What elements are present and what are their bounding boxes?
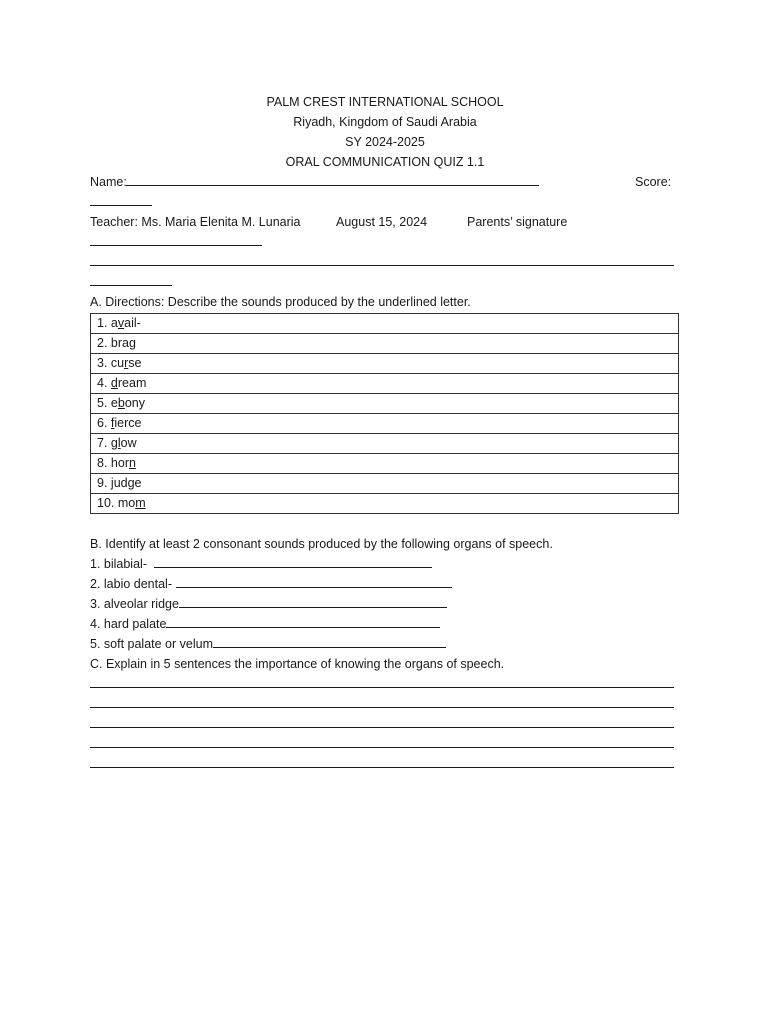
teacher-name: Teacher: Ms. Maria Elenita M. Lunaria bbox=[90, 215, 301, 229]
section-a-item-cell[interactable] bbox=[91, 334, 679, 354]
divider-line bbox=[90, 252, 680, 272]
answer-blank[interactable] bbox=[166, 614, 440, 628]
section-a-item bbox=[91, 454, 679, 474]
section-a-item bbox=[91, 354, 679, 374]
section-a-item-cell[interactable] bbox=[91, 454, 679, 474]
organ-label: 4. hard palate bbox=[90, 617, 167, 631]
item-number: 7. bbox=[97, 436, 108, 450]
section-a-item bbox=[91, 394, 679, 414]
quiz-title: ORAL COMMUNICATION QUIZ 1.1 bbox=[285, 155, 485, 169]
quiz-date: August 15, 2024 bbox=[336, 215, 428, 229]
teacher-row bbox=[90, 212, 680, 232]
section-a-item-cell[interactable] bbox=[91, 474, 679, 494]
item-number: 9. bbox=[97, 476, 108, 490]
name-blank[interactable] bbox=[126, 172, 539, 186]
section-a-item bbox=[91, 374, 679, 394]
word-suffix: ream bbox=[117, 376, 147, 390]
organ-label: 1. bilabial- bbox=[90, 557, 147, 571]
item-number: 1. bbox=[97, 316, 108, 330]
word-suffix: se bbox=[128, 356, 142, 370]
section-a-item-cell[interactable] bbox=[91, 414, 679, 434]
word-prefix: bra bbox=[110, 336, 129, 350]
word-prefix: g bbox=[110, 436, 118, 450]
section-b-item bbox=[90, 634, 680, 654]
section-b-item bbox=[90, 574, 680, 594]
parents-signature-label: Parents’ signature bbox=[467, 215, 568, 229]
item-number: 4. bbox=[97, 376, 108, 390]
divider-line-continued bbox=[90, 272, 680, 292]
word-prefix: a bbox=[110, 316, 118, 330]
section-a-item-cell[interactable] bbox=[91, 374, 679, 394]
item-number: 2. bbox=[97, 336, 108, 350]
section-a-item-cell[interactable] bbox=[91, 434, 679, 454]
word-prefix: e bbox=[110, 396, 118, 410]
answer-line[interactable] bbox=[90, 694, 674, 708]
item-number: 3. bbox=[97, 356, 108, 370]
section-a-item bbox=[91, 494, 679, 514]
word-suffix: ail- bbox=[124, 316, 141, 330]
section-b-directions: B. Identify at least 2 consonant sounds produced by the following organs of speech. bbox=[90, 537, 553, 551]
section-a-item-cell[interactable] bbox=[91, 494, 679, 514]
word-prefix: judge bbox=[110, 476, 142, 490]
answer-blank[interactable] bbox=[213, 634, 446, 648]
section-a-item-cell[interactable] bbox=[91, 354, 679, 374]
school-name: PALM CREST INTERNATIONAL SCHOOL bbox=[266, 95, 504, 109]
section-b-item bbox=[90, 594, 680, 614]
answer-blank[interactable] bbox=[179, 594, 447, 608]
organ-label: 5. soft palate or velum bbox=[90, 637, 213, 651]
section-a-item bbox=[91, 334, 679, 354]
name-label: Name: bbox=[90, 175, 127, 189]
section-b-item bbox=[90, 614, 680, 634]
organ-label: 3. alveolar ridge bbox=[90, 597, 179, 611]
item-number: 5. bbox=[97, 396, 108, 410]
underlined-letter: f bbox=[110, 416, 115, 430]
word-suffix: ow bbox=[120, 436, 137, 450]
underlined-letter: r bbox=[124, 356, 129, 370]
section-a-table bbox=[90, 313, 679, 514]
answer-line[interactable] bbox=[90, 674, 674, 688]
underlined-letter: d bbox=[110, 376, 118, 390]
score-line-row bbox=[90, 192, 680, 212]
word-prefix: mo bbox=[117, 496, 136, 510]
section-a-item-cell[interactable] bbox=[91, 394, 679, 414]
section-a-directions: A. Directions: Describe the sounds produced by the underlined letter. bbox=[90, 295, 471, 309]
answer-line[interactable] bbox=[90, 714, 674, 728]
answer-blank[interactable] bbox=[176, 574, 452, 588]
organ-label: 2. labio dental- bbox=[90, 577, 173, 591]
signature-blank[interactable] bbox=[90, 232, 262, 246]
school-location: Riyadh, Kingdom of Saudi Arabia bbox=[293, 115, 477, 129]
document-header bbox=[90, 92, 680, 172]
section-c-directions: C. Explain in 5 sentences the importance of knowing the organs of speech. bbox=[90, 657, 505, 671]
section-c-answer-lines bbox=[90, 674, 680, 774]
underlined-letter: g bbox=[129, 336, 136, 350]
word-prefix: cu bbox=[110, 356, 125, 370]
quiz-page bbox=[90, 92, 680, 774]
underlined-letter: l bbox=[117, 436, 121, 450]
score-blank[interactable] bbox=[90, 192, 152, 206]
score-label: Score: bbox=[635, 175, 672, 189]
section-a-item bbox=[91, 314, 679, 334]
signature-line-row bbox=[90, 232, 680, 252]
underlined-letter: b bbox=[117, 396, 125, 410]
school-year: SY 2024-2025 bbox=[345, 135, 425, 149]
section-b-list bbox=[90, 554, 680, 654]
section-a-item-cell[interactable] bbox=[91, 314, 679, 334]
name-row bbox=[90, 172, 680, 192]
word-suffix: ierce bbox=[114, 416, 142, 430]
answer-blank[interactable] bbox=[154, 554, 432, 568]
section-a-item bbox=[91, 474, 679, 494]
answer-line[interactable] bbox=[90, 734, 674, 748]
answer-line[interactable] bbox=[90, 754, 674, 768]
word-suffix: ony bbox=[124, 396, 145, 410]
underlined-letter: n bbox=[129, 456, 136, 470]
item-number: 8. bbox=[97, 456, 108, 470]
section-a-item bbox=[91, 434, 679, 454]
item-number: 10. bbox=[97, 496, 115, 510]
word-prefix: hor bbox=[110, 456, 129, 470]
underlined-letter: m bbox=[135, 496, 146, 510]
section-b-item bbox=[90, 554, 680, 574]
underlined-letter: v bbox=[117, 316, 125, 330]
item-number: 6. bbox=[97, 416, 108, 430]
section-a-item bbox=[91, 414, 679, 434]
